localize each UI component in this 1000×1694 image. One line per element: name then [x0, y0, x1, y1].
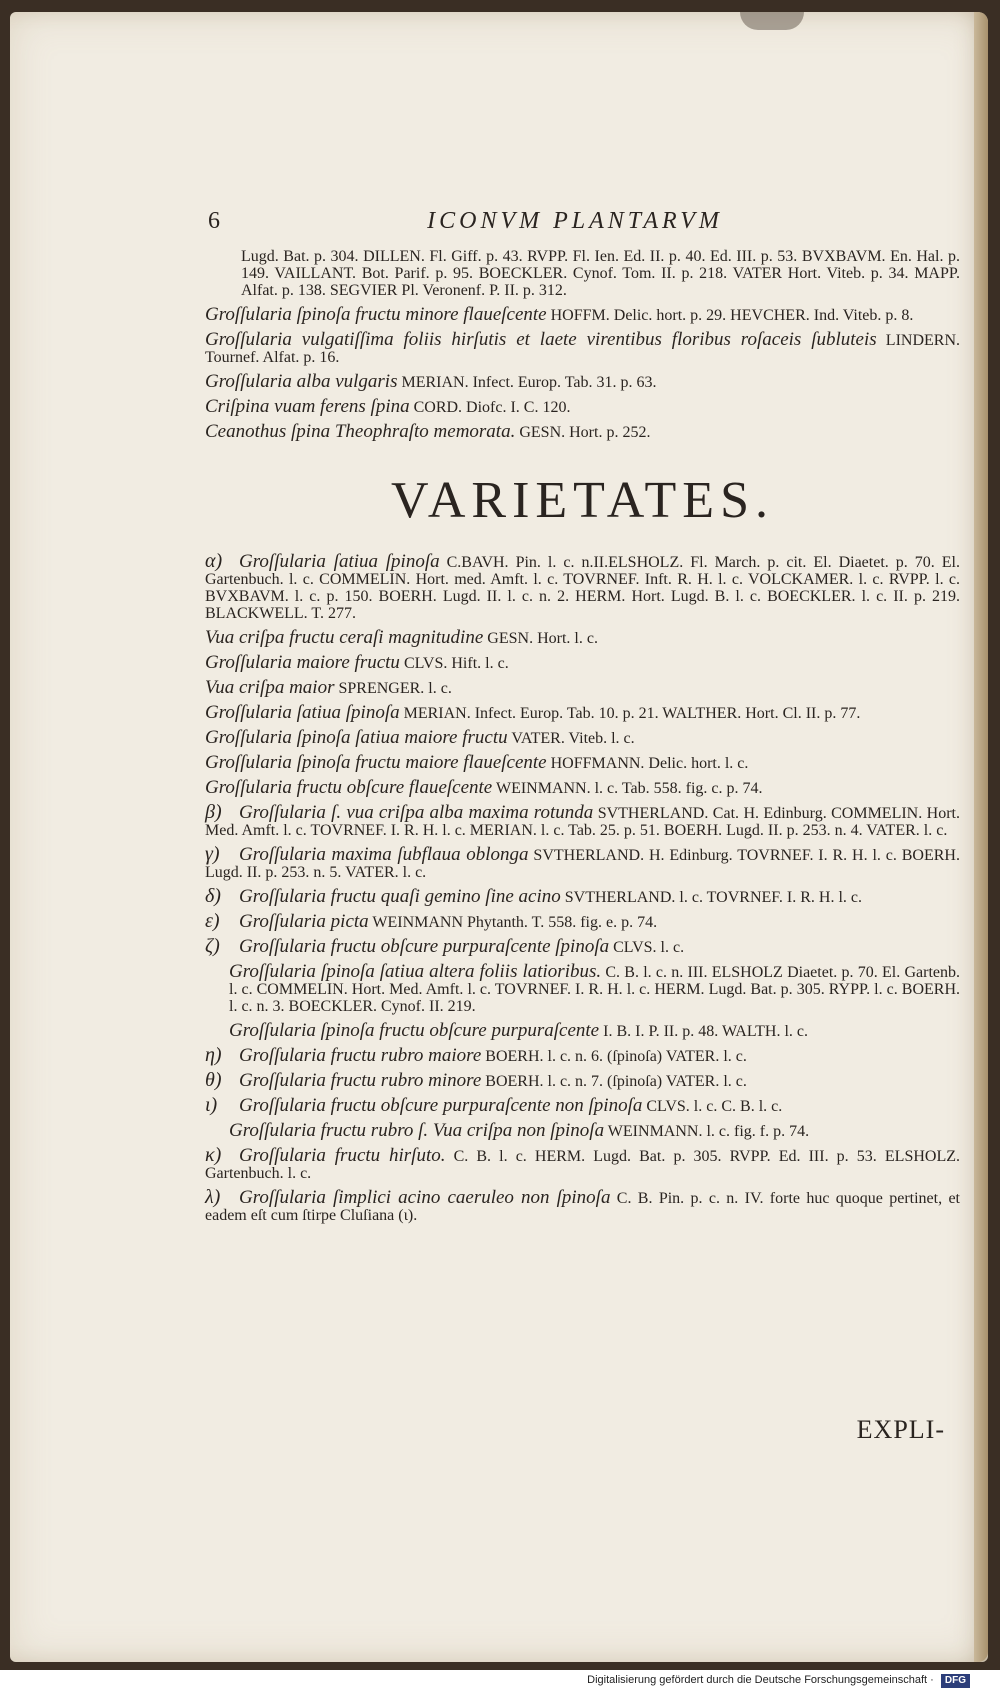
dfg-logo: DFG [941, 1674, 970, 1688]
citation-text: SVTHERLAND. Cat. H. Edinburg. COMMELIN. Hort. Med. Amft. l. c. TOVRNEF. I. R. H. l. c. MERIAN. l. c. Tab. 25. p. 51. BOERH. Lugd. II. p. 253. n. 4. VATER. l. c. [205, 805, 960, 839]
species-name: Groſſularia ſimplici acino caeruleo non ſpinoſa [239, 1187, 611, 1208]
variety-marker: θ) [205, 1069, 222, 1091]
citation-text: HOFFMANN. Delic. hort. l. c. [546, 755, 749, 772]
catchword: EXPLI- [856, 1415, 945, 1444]
variety-marker: δ) [205, 885, 221, 907]
citation-entry [205, 885, 960, 907]
species-name: Groſſularia ſpinoſa ſatiua altera foliis latioribus. [229, 961, 602, 982]
species-name: Groſſularia ſ. vua criſpa alba maxima rotunda [239, 802, 594, 823]
species-name: Groſſularia ſpinoſa fructu obſcure purpuraſcente [229, 1020, 600, 1041]
citation-entry [205, 1186, 960, 1224]
species-name: Groſſularia maiore fructu [205, 652, 400, 673]
citation-text: Lugd. Bat. p. 304. DILLEN. Fl. Giff. p. 43. RVPP. Fl. Ien. Ed. II. p. 40. Ed. III. p. 53. BVXBAVM. En. Hal. p. 149. VAILLANT. Bot. Parif. p. 95. BOECKLER. Cynof. Tom. II. p. 218. VATER Hort. Viteb. p. 34. MAPP. Alfat. p. 138. SEGVIER Pl. Veronenf. P. II. p. 312. [241, 248, 960, 299]
running-title: ICONVM PLANTARVM [427, 208, 723, 234]
citation-entry [205, 679, 960, 697]
citation-entry [205, 779, 960, 797]
citation-text: C. B. l. c. HERM. Lugd. Bat. p. 305. RVPP. Ed. III. p. 53. ELSHOLZ. Gartenbuch. l. c. [205, 1148, 960, 1182]
citation-entry [205, 373, 960, 391]
citation-text: LINDERN. Tournef. Alfat. p. 16. [205, 332, 961, 366]
citation-entry [205, 935, 960, 957]
species-name: Groſſularia fructu rubro minore [239, 1070, 482, 1091]
species-name: Groſſularia vulgatiſſima foliis hirſutis et laete virentibus floribus roſaceis ſubluteis [205, 329, 877, 350]
species-name: Groſſularia ſatiua ſpinoſa [205, 702, 400, 723]
species-name: Groſſularia fructu obſcure purpuraſcente non ſpinoſa [239, 1095, 643, 1116]
citation-text: CORD. Diofc. I. C. 120. [409, 399, 571, 416]
variety-marker: λ) [205, 1186, 221, 1208]
species-name: Groſſularia fructu obſcure purpuraſcente ſpinoſa [239, 936, 610, 957]
species-name: Groſſularia fructu hirſuto. [239, 1145, 446, 1166]
variety-marker: ι) [205, 1094, 218, 1116]
citation-text: CLVS. l. c. C. B. l. c. [642, 1098, 783, 1115]
citation-text: CLVS. Hift. l. c. [399, 655, 509, 672]
citation-entry [205, 801, 960, 839]
citation-entry [205, 248, 960, 299]
citation-text: I. B. I. P. II. p. 48. WALTH. l. c. [599, 1023, 809, 1040]
citation-text: SPRENGER. l. c. [334, 680, 452, 697]
citation-entry [205, 331, 960, 366]
species-name: Groſſularia ſpinoſa fructu minore flaueſcente [205, 304, 547, 325]
citation-text: WEINMANN. l. c. fig. f. p. 74. [604, 1123, 810, 1140]
citation-text: SVTHERLAND. H. Edinburg. TOVRNEF. I. R. H. l. c. BOERH. Lugd. II. p. 253. n. 5. VATER. l. c. [205, 847, 960, 881]
variety-marker: β) [205, 801, 222, 823]
page-header [190, 208, 960, 242]
variety-marker: κ) [205, 1144, 222, 1166]
species-name: Vua criſpa maior [205, 677, 335, 698]
species-name: Groſſularia picta [239, 911, 369, 932]
citation-entry [205, 963, 960, 1015]
citation-text: C.BAVH. Pin. l. c. n.II.ELSHOLZ. Fl. March. p. cit. El. Diaetet. p. 70. El. Gartenbuch. l. c. COMMELIN. Hort. med. Amft. l. c. TOVRNEF. Inft. R. H. l. c. VOLCKAMER. l. c. RVPP. l. c. BVXBAVM. l. c. p. 150. BOERH. Lugd. II. l. c. n. 2. HERM. Hort. Lugd. B. l. c. BOECKLER. l. c. II. p. 219. BLACKWELL. T. 277. [205, 554, 960, 622]
citation-text: BOERH. l. c. n. 7. (ſpinoſa) VATER. l. c. [481, 1073, 747, 1090]
citation-entry [205, 1122, 960, 1140]
citation-entry [205, 704, 960, 722]
variety-marker: γ) [205, 843, 220, 865]
variety-marker: ε) [205, 910, 220, 932]
species-name: Groſſularia maxima ſubflaua oblonga [239, 844, 529, 865]
section-heading: VARIETATES. [390, 472, 774, 529]
species-name: Groſſularia alba vulgaris [205, 371, 398, 392]
species-name: Vua criſpa fructu ceraſi magnitudine [205, 627, 484, 648]
citation-text: VATER. Viteb. l. c. [507, 730, 635, 747]
species-name: Groſſularia ſatiua ſpinoſa [239, 551, 440, 572]
citation-text: MERIAN. Infect. Europ. Tab. 10. p. 21. WALTHER. Hort. Cl. II. p. 77. [399, 705, 861, 722]
variety-marker: ζ) [205, 935, 220, 957]
citation-text: SVTHERLAND. l. c. TOVRNEF. I. R. H. l. c. [560, 889, 862, 906]
footer-text: Digitalisierung gefördert durch die Deutsche Forschungsgemeinschaft · [587, 1674, 934, 1686]
species-name: Groſſularia ſpinoſa fructu maiore flaueſcente [205, 752, 547, 773]
species-name: Groſſularia fructu rubro ſ. Vua criſpa non ſpinoſa [229, 1120, 605, 1141]
citation-entry [205, 629, 960, 647]
page-content [205, 250, 960, 1231]
citation-entry [205, 306, 960, 324]
digitization-footer [0, 1670, 1000, 1694]
citation-text: CLVS. l. c. [609, 939, 685, 956]
citation-entry [205, 654, 960, 672]
citation-entry [205, 1144, 960, 1182]
citation-text: C. B. l. c. n. III. ELSHOLZ Diaetet. p. 70. El. Gartenb. l. c. COMMELIN. Hort. Med. Amft. l. c. TOVRNEF. I. R. H. l. c. HERM. Lugd. Bat. p. 305. RYPP. l. c. BOERH. l. c. n. 3. BOECKLER. Cynof. II. 219. [229, 964, 961, 1015]
citation-text: WEINMANN. l. c. Tab. 558. fig. c. p. 74. [492, 780, 763, 797]
page-clasp [740, 12, 804, 30]
citation-text: C. B. Pin. p. c. n. IV. forte huc quoque pertinet, et eadem eſt cum ſtirpe Cluſiana (ι). [205, 1190, 960, 1224]
citation-entry [205, 910, 960, 932]
citation-text: HOFFM. Delic. hort. p. 29. HEVCHER. Ind. Viteb. p. 8. [546, 307, 914, 324]
citation-entry [205, 550, 960, 622]
variety-marker: α) [205, 550, 223, 572]
citation-entry [205, 754, 960, 772]
citation-entry [205, 1094, 960, 1116]
species-name: Groſſularia fructu obſcure flaueſcente [205, 777, 493, 798]
species-name: Ceanothus ſpina Theophraſto memorata. [205, 421, 516, 442]
species-name: Criſpina vuam ferens ſpina [205, 396, 410, 417]
citation-entry [205, 729, 960, 747]
page-number: 6 [208, 208, 220, 234]
citation-entry [205, 843, 960, 881]
citation-entry [205, 1022, 960, 1040]
variety-marker: η) [205, 1044, 222, 1066]
citation-text: MERIAN. Infect. Europ. Tab. 31. p. 63. [397, 374, 657, 391]
species-name: Groſſularia ſpinoſa ſatiua maiore fructu [205, 727, 508, 748]
species-name: Groſſularia fructu rubro maiore [239, 1045, 482, 1066]
species-name: Groſſularia fructu quaſi gemino ſine acino [239, 886, 561, 907]
page-edge [974, 12, 988, 1662]
citation-text: BOERH. l. c. n. 6. (ſpinoſa) VATER. l. c. [481, 1048, 747, 1065]
citation-entry [205, 1044, 960, 1066]
citation-entry [205, 398, 960, 416]
citation-text: GESN. Hort. p. 252. [515, 424, 651, 441]
synonym-list [205, 248, 960, 441]
varietates-list [205, 550, 961, 1224]
citation-entry [205, 423, 960, 441]
citation-text: WEINMANN Phytanth. T. 558. fig. e. p. 74. [368, 914, 658, 931]
citation-text: GESN. Hort. l. c. [483, 630, 598, 647]
citation-entry [205, 1069, 960, 1091]
